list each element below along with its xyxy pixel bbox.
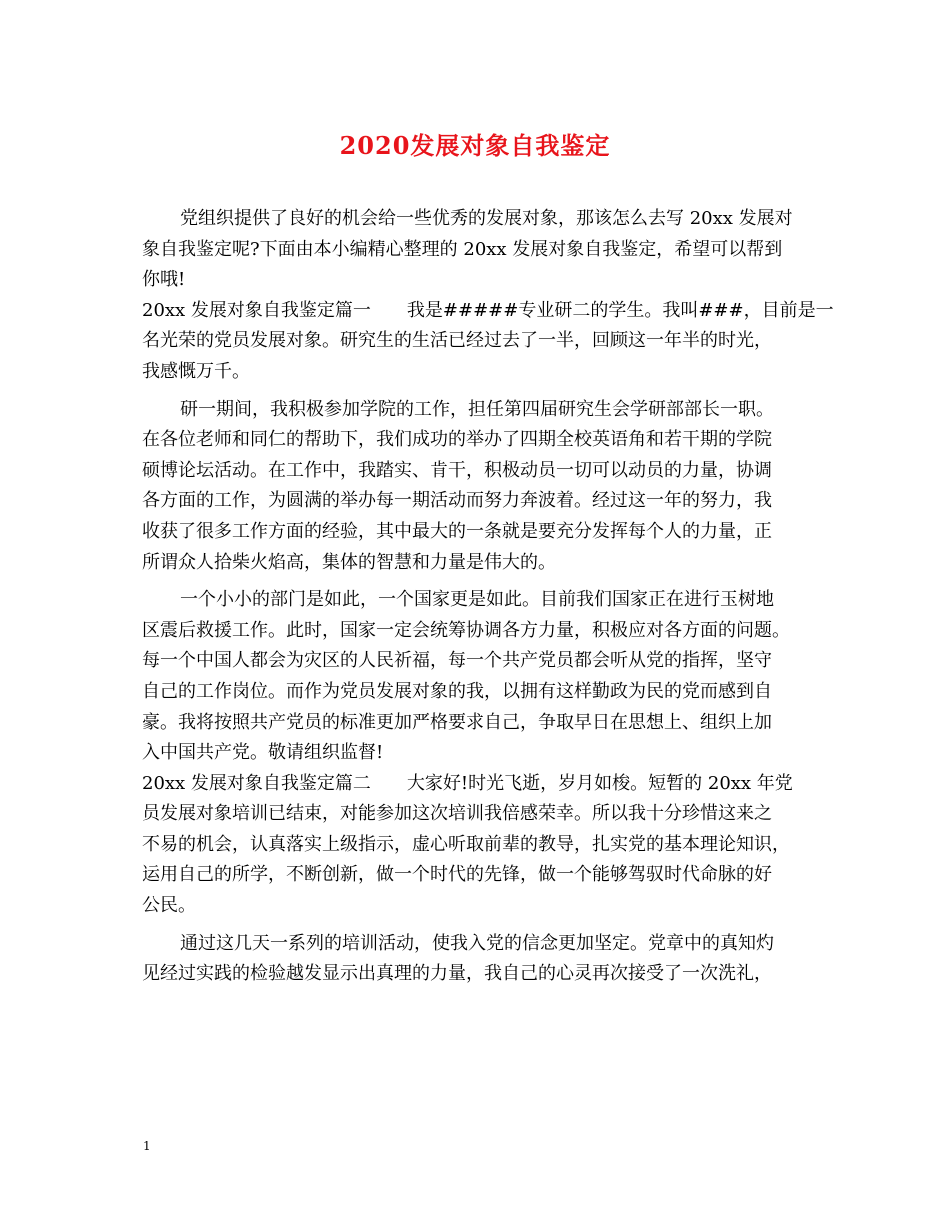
paragraph-line: 公民。	[142, 895, 196, 917]
paragraph-line: 自己的工作岗位。而作为党员发展对象的我，以拥有这样勤政为民的党而感到自	[142, 680, 772, 702]
paragraph-line: 象自我鉴定呢?下面由本小编精心整理的 20xx 发展对象自我鉴定，希望可以帮到	[142, 238, 783, 260]
paragraph-line: 党组织提供了良好的机会给一些优秀的发展对象，那该怎么去写 20xx 发展对	[180, 208, 793, 229]
paragraph-line: 研一期间，我积极参加学院的工作，担任第四届研究生会学研部部长一职。	[180, 398, 774, 420]
paragraph-line: 运用自己的所学，不断创新，做一个时代的先锋，做一个能够驾驭时代命脉的好	[142, 864, 772, 886]
document-title: 2020发展对象自我鉴定	[339, 131, 611, 160]
paragraph-line: 硕博论坛活动。在工作中，我踏实、肯干，积极动员一切可以动员的力量，协调	[142, 459, 772, 481]
paragraph-line: 我感慨万千。	[142, 360, 250, 382]
paragraph-line: 区震后救援工作。此时，国家一定会统筹协调各方力量，积极应对各方面的问题。	[142, 619, 790, 641]
paragraph-line: 每一个中国人都会为灾区的人民祈福，每一个共产党员都会听从党的指挥，坚守	[142, 650, 772, 672]
paragraph-line: 一个小小的部门是如此，一个国家更是如此。目前我们国家正在进行玉树地	[180, 589, 774, 611]
paragraph-line: 所谓众人拾柴火焰高，集体的智慧和力量是伟大的。	[142, 551, 556, 573]
paragraph-line: 不易的机会，认真落实上级指示，虚心听取前辈的教导，扎实党的基本理论知识，	[142, 833, 790, 855]
document-body	[142, 204, 834, 990]
paragraph-line: 在各位老师和同仁的帮助下，我们成功的举办了四期全校英语角和若干期的学院	[142, 429, 772, 451]
paragraph-line: 20xx 发展对象自我鉴定篇一 我是#####专业研二的学生。我叫###，目前是一	[142, 299, 834, 321]
paragraph-line: 20xx 发展对象自我鉴定篇二 大家好!时光飞逝，岁月如梭。短暂的 20xx 年党	[142, 772, 793, 794]
paragraph-line: 员发展对象培训已结束，对能参加这次培训我倍感荣幸。所以我十分珍惜这来之	[142, 803, 772, 825]
paragraph-line: 收获了很多工作方面的经验，其中最大的一条就是要充分发挥每个人的力量，正	[142, 520, 772, 542]
paragraph-line: 豪。我将按照共产党员的标准更加严格要求自己，争取早日在思想上、组织上加	[142, 711, 772, 733]
paragraph-line: 入中国共产党。敬请组织监督!	[142, 742, 384, 764]
paragraph-line: 通过这几天一系列的培训活动，使我入党的信念更加坚定。党章中的真知灼	[180, 932, 774, 954]
paragraph-line: 见经过实践的检验越发显示出真理的力量，我自己的心灵再次接受了一次洗礼，	[142, 963, 772, 985]
page-number: 1	[143, 1139, 151, 1153]
paragraph-line: 名光荣的党员发展对象。研究生的生活已经过去了一半，回顾这一年半的时光，	[142, 330, 772, 352]
paragraph-line: 你哦!	[142, 269, 186, 291]
paragraph-line: 各方面的工作，为圆满的举办每一期活动而努力奔波着。经过这一年的努力，我	[142, 490, 772, 512]
